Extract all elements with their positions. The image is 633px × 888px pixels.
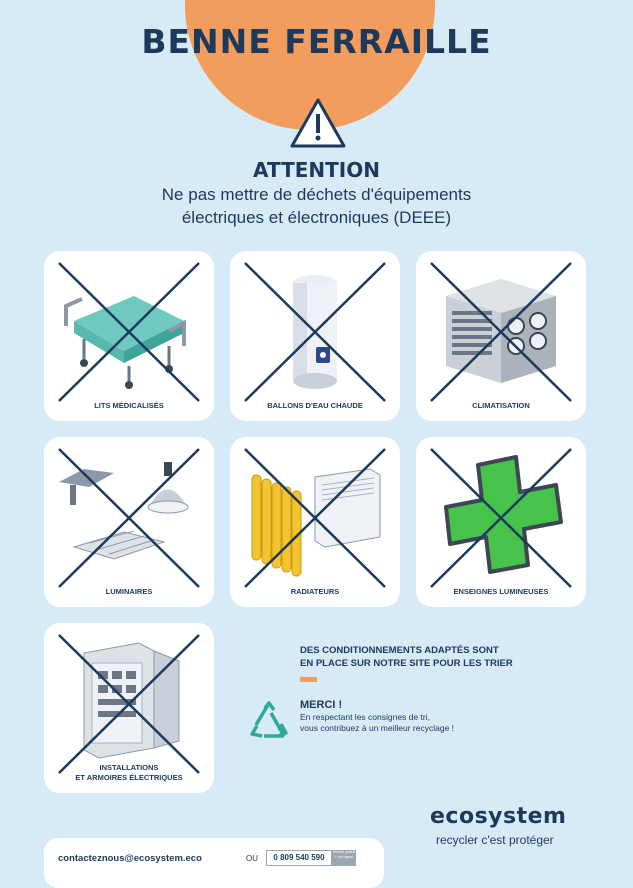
subtitle xyxy=(100,183,533,229)
phone-tag: Service gratuit + prix appel xyxy=(332,850,356,866)
luminaire-icon xyxy=(44,437,214,607)
or-text: OU xyxy=(246,854,258,863)
card-label: LUMINAIRES xyxy=(105,587,153,596)
info-text xyxy=(300,644,570,670)
card-label-line-1: INSTALLATIONS xyxy=(99,763,159,772)
pharmacy-cross-icon xyxy=(416,437,586,607)
water-heater-icon xyxy=(230,251,400,421)
recycle-icon xyxy=(248,700,290,742)
subtitle-line-2: électriques et électroniques (DEEE) xyxy=(181,208,452,227)
hospital-bed-icon xyxy=(44,251,214,421)
merci-line-1: En respectant les consignes de tri, xyxy=(300,712,430,722)
info-line-2: EN PLACE SUR NOTRE SITE POUR LES TRIER xyxy=(300,658,513,669)
attention-heading: ATTENTION xyxy=(253,158,380,182)
subtitle-line-1: Ne pas mettre de déchets d'équipements xyxy=(161,185,472,204)
merci-text xyxy=(300,712,530,734)
card-radiateurs xyxy=(230,437,400,607)
card-ballons-eau-chaude xyxy=(230,251,400,421)
ecosystem-logo: ecosystem xyxy=(430,804,567,829)
merci-line-2: vous contribuez à un meilleur recyclage ! xyxy=(300,723,455,733)
tagline: recycler c'est protéger xyxy=(436,833,554,847)
contact-email[interactable]: contacteznous@ecosystem.eco xyxy=(58,853,202,864)
card-enseignes-lumineuses xyxy=(416,437,586,607)
card-label: BALLONS D'EAU CHAUDE xyxy=(267,401,363,410)
page-title: BENNE FERRAILLE xyxy=(141,22,492,61)
card-lits-medicalises xyxy=(44,251,214,421)
card-label: LITS MÉDICALISÉS xyxy=(94,401,164,410)
card-label: CLIMATISATION xyxy=(472,401,530,410)
card-label-line-2: ET ARMOIRES ÉLECTRIQUES xyxy=(75,773,183,782)
card-label xyxy=(44,763,214,783)
info-line-1: DES CONDITIONNEMENTS ADAPTÉS SONT xyxy=(300,645,499,656)
merci-heading: MERCI ! xyxy=(300,699,343,711)
card-installations-armoires xyxy=(44,623,214,793)
orange-dash xyxy=(300,677,317,682)
phone-number[interactable]: 0 809 540 590 xyxy=(266,850,332,866)
card-label: RADIATEURS xyxy=(290,587,340,596)
air-conditioner-icon xyxy=(416,251,586,421)
card-climatisation xyxy=(416,251,586,421)
warning-icon xyxy=(288,96,348,150)
card-luminaires xyxy=(44,437,214,607)
card-label: ENSEIGNES LUMINEUSES xyxy=(453,587,549,596)
radiator-icon xyxy=(230,437,400,607)
